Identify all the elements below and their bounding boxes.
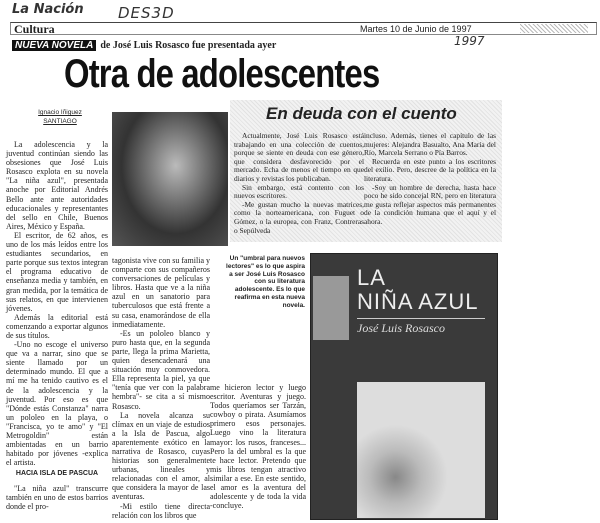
year-handwritten: 1997 [454, 34, 485, 48]
paragraph: incluso. Además, tienes el capítulo de las mujeres: Alejandra Basualto, Ana María del Río, Marcela Serrano o Pía Barros. [364, 131, 496, 158]
paragraph: -Es un pololeo blanco y puro hasta que, en la segunda parte, llega la prima Marietta, quien desencadenará una situación muy conmovedora. Ella representa la piel, ya que "tenía que ver con la palabra hembra"- se cita a sí mismo Rosasco. [112, 328, 210, 411]
kicker [12, 40, 276, 51]
book-cover-image [310, 253, 498, 520]
kicker-text: de José Luis Rosasco fue presentada ayer [100, 40, 277, 51]
paragraph: Actualmente, José Luis Rosasco está trabajando en una colección de cuentos, porque se siente en deuda con ese género, que considera desfavorecido por el mercado. Echa de menos el tiempo en que diarios y revistas los publicaban. [234, 131, 364, 183]
book-title-line: NIÑA AZUL [357, 289, 479, 314]
paragraph: -Me gustan mucho la nuevas matrices, como la norteamericana, con Fuguet o Gómez, o la europea, con Franz, Contreras o Sepúlveda [234, 199, 364, 235]
book-title-line: LA [357, 265, 386, 290]
archive-code-handwritten: DES3D [118, 4, 175, 22]
article-column-1-continued [6, 484, 108, 511]
paragraph: me hicieron lector y luego escritor. Aventuras y juego. Todos queríamos ser Tarzán, cowboy o pirata. Asumíamos primero esos personajes. Luego vino la literatura mayor: los rusos, franceses... Pero la del umbral es la que te hace lector. Pretendo que mis libros tengan atractivo similar a ese. En este sentido, el amor es la aventura del adolescente y de toda la vida -concluye. [210, 383, 306, 511]
author-photo [112, 112, 228, 246]
article-column-3 [210, 383, 306, 510]
paragraph: La adolescencia y la juventud continúan siendo las obsesiones que José Luis Rosasco explota en su novela "La niña azul", presentada anoche por Editorial Andrés Bello ante ante autoridades educacionales y representantes del sello en Chile, Buenos Aires, México y España. [6, 140, 108, 231]
section-header-bar [10, 22, 597, 35]
dateline: SANTIAGO [43, 118, 77, 125]
cover-band [313, 276, 349, 340]
issue-date: Martes 10 de Junio de 1997 [360, 24, 472, 34]
paragraph: Sin embargo, está contento con los nuevos escritores. [234, 182, 364, 201]
paragraph: tagonista vive con su familia y comparte con sus compañeros conversaciones de películas y libros. Hasta que ve a la niña azul en un sanatorio para tuberculosos que está frente a su casa, enamorándose de ella inmediatamente. [112, 256, 210, 329]
paragraph: Recuerda en este punto a los escritores del exilio. Pero, descree de la política en la literatura. [364, 156, 496, 183]
section-name: Cultura [14, 22, 55, 36]
paragraph: -Mi estilo tiene directa relación con los libros que [112, 501, 210, 520]
author: Ignacio Iñiguez [38, 109, 82, 116]
subheading: HACIA ISLA DE PASCUA [15, 470, 99, 477]
article-column-2 [112, 256, 210, 520]
sidebar-title: En deuda con el cuento [266, 104, 457, 123]
paragraph: -Soy un hombre de derecha, hasta hace poco he sido concejal RN, pero en literatura me gusta reflejar aspectos más permanentes de la condición humana que el aquí y el ahora. [364, 182, 496, 226]
sidebar-column-1 [234, 132, 364, 235]
book-author: José Luis Rosasco [357, 318, 485, 336]
kicker-tag: NUEVA NOVELA [12, 40, 96, 51]
article-column-1 [6, 140, 108, 467]
byline [20, 108, 100, 126]
photo-caption: Un "umbral para nuevos lectores" es lo que aspira a ser José Luis Rosasco con su literatura adolescente. Es lo que reafirma en esta nueva novela. [226, 255, 305, 309]
paragraph: La novela alcanza su clímax en un viaje de estudios a la Isla de Pascua, algo aparentemente exótico en la narrativa de Rosasco, cuyas historias son generalmente urbanas, lineales y relacionadas con el amor, al que considera la mayor de las aventuras. [112, 410, 210, 502]
header-pattern [520, 24, 588, 33]
headline: Otra de adolescentes [64, 52, 380, 96]
book-title [357, 266, 478, 314]
newspaper-logo-handwritten: La Nación [12, 2, 84, 17]
cover-illustration [357, 382, 485, 518]
paragraph: -Uno no escoge el universo que va a narrar, sino que se siente llamado por un determinado mundo. El que a mí me ha tenido cautivo es el de la adolescencia y la juventud. Por eso es que "Dónde estás Constanza" narra un pololeo en la playa, o "Francisca, yo te amo" y "El Metrogoldin" están ambientadas en un barrio habitado por jóvenes -explica el artista. [6, 340, 108, 468]
paragraph: El escritor, de 62 años, es uno de los más leídos entre los estudiantes secundarios, en parte porque sus textos integran el programa educativo de enseñanza media y también, en gran medida, por la temática de sus relatos, en que intervienen jóvenes. [6, 230, 108, 313]
sidebar-column-2 [364, 132, 496, 227]
paragraph: Además la editorial está comenzando a exportar algunos de sus títulos. [6, 312, 108, 340]
paragraph: "La niña azul" transcurre también en uno de estos barrios donde el pro- [6, 484, 108, 512]
